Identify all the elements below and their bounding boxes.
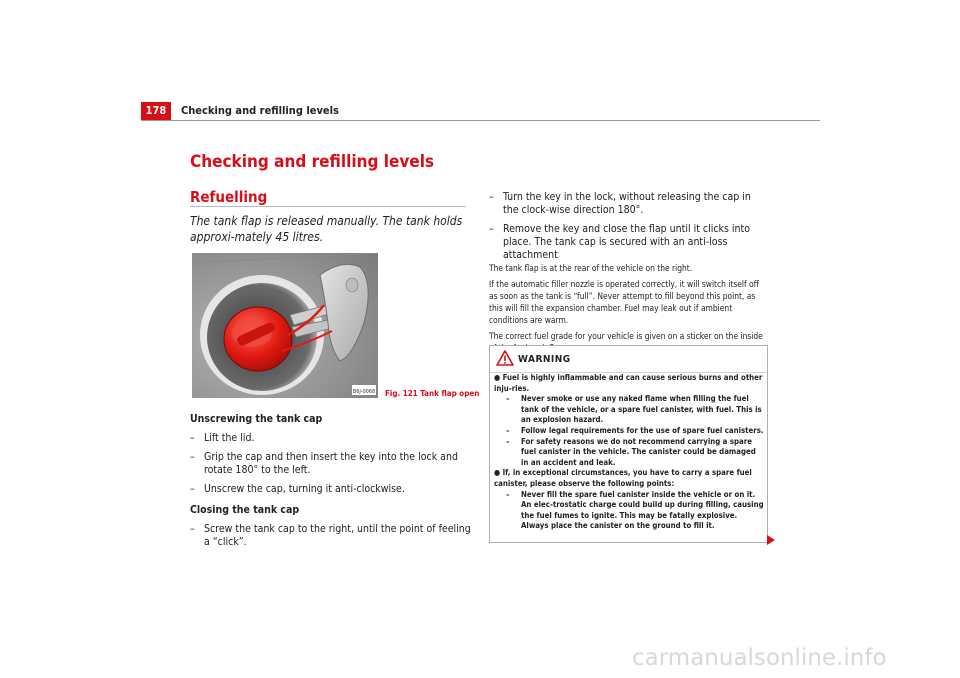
list-item: – Remove the key and close the flap until it clicks into place. The tank cap is secured with an anti-loss attachment [489,223,769,262]
list-item: – Turn the key in the lock, without releasing the cap in the clock-wise direction 180°. [489,191,769,217]
watermark: carmanualsonline.info [632,645,887,671]
notes [489,262,769,358]
warning-bullet [494,468,764,489]
warning-subitem: – Follow legal requirements for the use of spare fuel canisters. [506,425,764,435]
list-item: – Grip the cap and then insert the key into the lock and rotate 180° to the left. [190,451,475,477]
warning-subitem-text: For safety reasons we do not recommend carrying a spare fuel canister in the vehicle. The canister could be damaged in an accident and leak. [521,436,756,467]
bullet-dot-icon: ● [494,373,503,382]
note-paragraph: The correct fuel grade for your vehicle is given on a sticker on the inside [489,331,763,341]
section-rule [190,206,466,207]
warning-body [494,373,764,532]
running-header: Checking and refilling levels [181,104,339,117]
bullet-dot-icon: ● [494,468,503,478]
tank-flap-figure [192,253,378,398]
closing-heading: Closing the tank cap [190,504,300,516]
note-paragraph: The tank flap is at the rear of the vehicle on the right. [489,263,693,273]
figure-caption: Fig. 121 Tank flap open [385,389,480,398]
header-rule [141,120,820,121]
list-item: – Screw the tank cap to the right, until the point of feeling a “click”. [190,523,475,549]
note-paragraph: If the automatic filler nozzle is operated correctly, it will switch itself off as soon as the tank is “full”. Never attempt to fill beyond this point, as this will fill the expansion chamber. Fuel may leak out if ambient conditions are warm. [489,279,759,325]
warning-subitem-text: Never smoke or use any naked flame when filling the fuel tank of the vehicle, or a spare fuel canister, with fuel. This is an explosion hazard. [521,394,762,425]
list-item: – Lift the lid. [190,432,475,445]
warning-bullet-text: Fuel is highly inflammable and can cause serious burns and other inju-ries. [494,373,763,393]
right-column [489,191,769,268]
warning-subitem: – Never smoke or use any naked flame when filling the fuel tank of the vehicle, or a spare fuel canister, with fuel. This is an explosion hazard. [506,394,764,426]
chapter-title: Checking and refilling levels [190,152,435,172]
warning-bullet-text: If, in exceptional circumstances, you have to carry a spare fuel canister, please observe the following points: [494,468,752,488]
figure-code: B6J-0068 [352,389,376,395]
tank-flap-illustration [192,253,378,398]
section-intro: The tank flap is released manually. The tank holds approxi-mately 45 litres. [190,214,463,244]
section-title: Refuelling [190,188,268,206]
warning-subitem-text: Never fill the spare fuel canister inside the vehicle or on it. An elec-trostatic charge could build up during filling, causing the fuel fumes to ignite. This may be fatally explosive. Always place the canister on the ground to fill it. [521,489,764,531]
warning-subitem: – For safety reasons we do not recommend carrying a spare fuel canister in the vehicle. The canister could be damaged in an accident and leak. [506,437,764,469]
warning-header [490,346,767,373]
warning-subitem-text: Follow legal requirements for the use of spare fuel canisters. [521,425,764,435]
left-column [190,413,475,555]
page-number: 178 [141,102,171,120]
warning-bullet [494,373,764,394]
warning-subitem: – Never fill the spare fuel canister inside the vehicle or on it. An elec-trostatic charge could build up during filling, causing the fuel fumes to ignite. This may be fatally explosive. Always place the canister on the ground to fill it. [506,489,764,531]
warning-triangle-icon [496,350,514,366]
warning-box [489,345,768,543]
list-item: – Unscrew the cap, turning it anti-clockwise. [190,483,475,496]
unscrewing-heading: Unscrewing the tank cap [190,413,323,425]
continue-arrow-icon [766,534,776,546]
warning-title: WARNING [518,354,571,365]
